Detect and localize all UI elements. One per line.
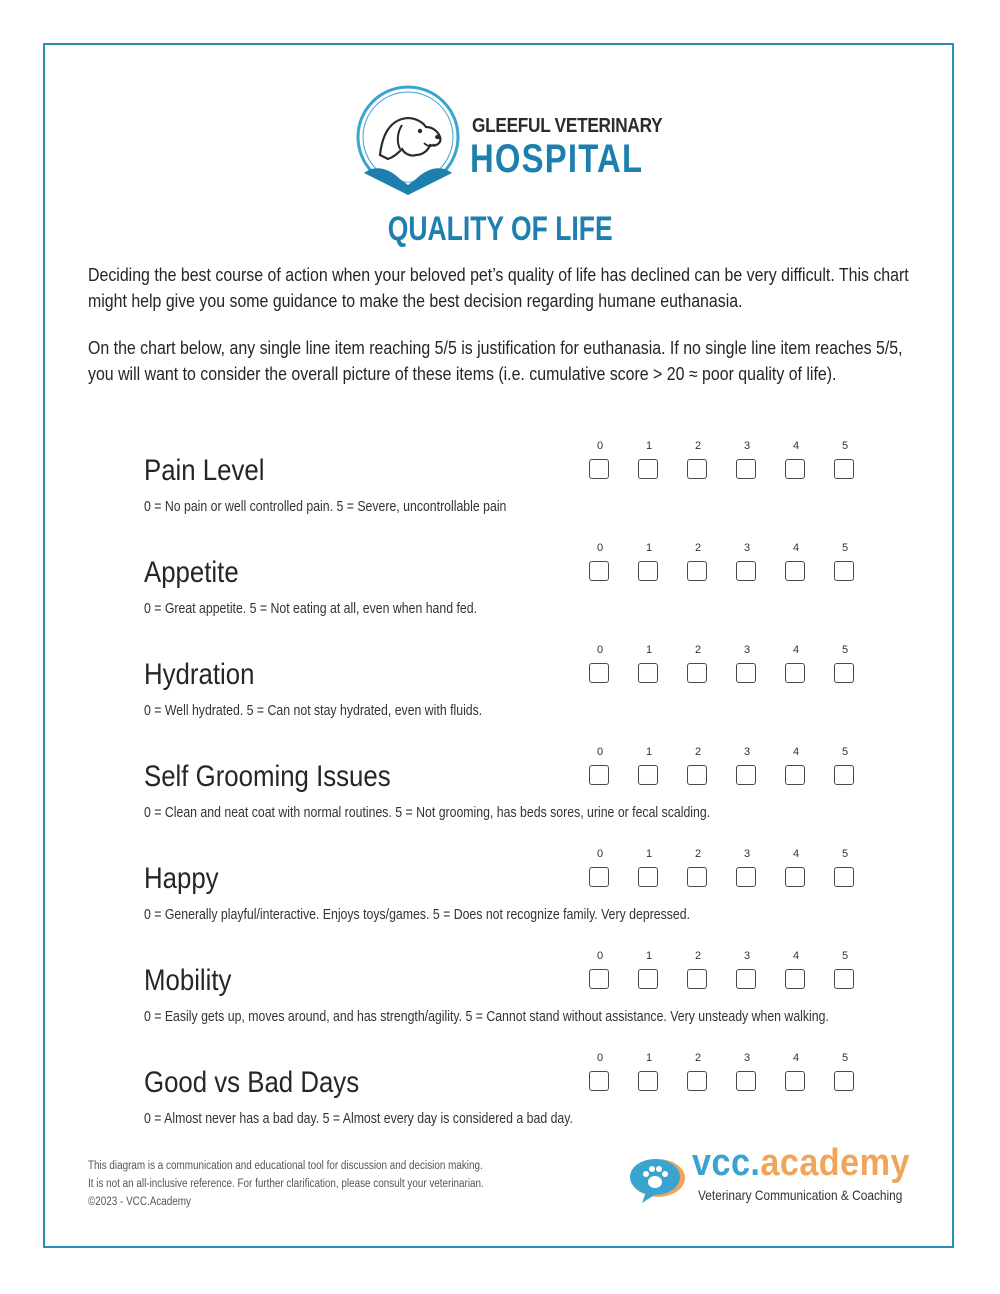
item-description: 0 = Generally playful/interactive. Enjoys toys/games. 5 = Does not recognize family. Very depressed.: [144, 906, 691, 923]
score-option: [833, 848, 857, 892]
item-description: 0 = Well hydrated. 5 = Can not stay hydrated, even with fluids.: [144, 702, 483, 719]
item-description: 0 = Easily gets up, moves around, and has strength/agility. 5 = Cannot stand without assistance. Very unsteady when walking.: [144, 1008, 829, 1025]
score-option: [784, 848, 808, 892]
score-scale: [588, 644, 868, 688]
score-option: [784, 644, 808, 688]
score-option: [833, 950, 857, 994]
score-checkbox[interactable]: [589, 663, 609, 683]
score-checkbox[interactable]: [834, 561, 854, 581]
item-name: Mobility: [144, 964, 232, 997]
score-label: 1: [645, 950, 653, 962]
score-label: 0: [596, 1052, 604, 1064]
score-label: 1: [645, 746, 653, 758]
score-label: 1: [645, 848, 653, 860]
score-label: 0: [596, 542, 604, 554]
score-label: 4: [792, 1052, 800, 1064]
score-label: 2: [694, 440, 702, 452]
item-name: Appetite: [144, 556, 239, 589]
quality-item: [0, 1052, 1000, 1152]
score-checkbox[interactable]: [687, 867, 707, 887]
score-checkbox[interactable]: [785, 765, 805, 785]
score-checkbox[interactable]: [687, 663, 707, 683]
score-checkbox[interactable]: [834, 1071, 854, 1091]
score-label: 2: [694, 950, 702, 962]
score-option: [784, 746, 808, 790]
score-label: 5: [841, 1052, 849, 1064]
score-checkbox[interactable]: [589, 969, 609, 989]
quality-item: [0, 542, 1000, 642]
score-checkbox[interactable]: [736, 1071, 756, 1091]
score-option: [588, 644, 612, 688]
score-label: 4: [792, 440, 800, 452]
score-checkbox[interactable]: [736, 765, 756, 785]
score-label: 1: [645, 542, 653, 554]
score-scale: [588, 1052, 868, 1096]
score-option: [588, 1052, 612, 1096]
item-description: 0 = No pain or well controlled pain. 5 = Severe, uncontrollable pain: [144, 498, 507, 515]
paw-speech-bubble-icon: [628, 1156, 686, 1204]
score-label: 0: [596, 848, 604, 860]
score-label: 3: [743, 644, 751, 656]
score-option: [735, 848, 759, 892]
dog-in-hands-logo-icon: [350, 85, 468, 197]
score-option: [833, 746, 857, 790]
clinic-name-line2: HOSPITAL: [470, 137, 644, 181]
score-checkbox[interactable]: [785, 969, 805, 989]
score-label: 4: [792, 848, 800, 860]
score-label: 3: [743, 440, 751, 452]
score-label: 3: [743, 950, 751, 962]
score-label: 2: [694, 644, 702, 656]
score-option: [735, 644, 759, 688]
score-option: [735, 440, 759, 484]
score-checkbox[interactable]: [589, 765, 609, 785]
score-option: [588, 950, 612, 994]
clinic-name-line1: GLEEFUL VETERINARY: [472, 115, 663, 137]
score-checkbox[interactable]: [736, 561, 756, 581]
score-option: [784, 1052, 808, 1096]
quality-item: [0, 950, 1000, 1050]
score-scale: [588, 848, 868, 892]
score-option: [686, 1052, 710, 1096]
score-checkbox[interactable]: [638, 561, 658, 581]
item-description: 0 = Great appetite. 5 = Not eating at all, even when hand fed.: [144, 600, 478, 617]
score-label: 1: [645, 1052, 653, 1064]
score-checkbox[interactable]: [736, 969, 756, 989]
score-checkbox[interactable]: [638, 459, 658, 479]
item-name: Hydration: [144, 658, 255, 691]
score-checkbox[interactable]: [687, 765, 707, 785]
score-checkbox[interactable]: [589, 867, 609, 887]
score-checkbox[interactable]: [589, 561, 609, 581]
disclaimer-line-1: This diagram is a communication and educational tool for discussion and decision making.: [88, 1160, 483, 1172]
score-option: [833, 644, 857, 688]
score-option: [637, 440, 661, 484]
score-option: [686, 542, 710, 586]
score-label: 5: [841, 440, 849, 452]
score-label: 0: [596, 746, 604, 758]
score-option: [686, 644, 710, 688]
score-checkbox[interactable]: [638, 969, 658, 989]
score-option: [588, 848, 612, 892]
score-label: 4: [792, 950, 800, 962]
score-checkbox[interactable]: [687, 1071, 707, 1091]
score-option: [637, 1052, 661, 1096]
score-option: [735, 542, 759, 586]
score-checkbox[interactable]: [638, 867, 658, 887]
score-checkbox[interactable]: [589, 1071, 609, 1091]
score-label: 1: [645, 440, 653, 452]
intro-paragraph-1: Deciding the best course of action when your beloved pet’s quality of life has declined can be very difficult. This chart might help give you some guidance to make the best decision regarding humane euthanasia.: [88, 264, 909, 311]
score-label: 3: [743, 1052, 751, 1064]
item-name: Happy: [144, 862, 219, 895]
score-checkbox[interactable]: [834, 459, 854, 479]
score-checkbox[interactable]: [834, 969, 854, 989]
brand-part-2: academy: [760, 1142, 910, 1184]
score-checkbox[interactable]: [785, 459, 805, 479]
item-name: Self Grooming Issues: [144, 760, 391, 793]
score-label: 5: [841, 950, 849, 962]
score-option: [588, 542, 612, 586]
score-label: 4: [792, 542, 800, 554]
score-scale: [588, 542, 868, 586]
score-checkbox[interactable]: [687, 969, 707, 989]
score-option: [637, 644, 661, 688]
intro-paragraph-2: On the chart below, any single line item reaching 5/5 is justification for euthanasia. If no single line item reaches 5/5, you will want to consider the overall picture of these items (i.e. cumulative score > 20 ≈ poor quality of life).: [88, 337, 903, 384]
footer-disclaimer: [88, 1157, 484, 1211]
score-option: [686, 440, 710, 484]
score-scale: [588, 950, 868, 994]
score-checkbox[interactable]: [736, 867, 756, 887]
quality-item: [0, 440, 1000, 540]
item-name: Pain Level: [144, 454, 265, 487]
score-checkbox[interactable]: [687, 459, 707, 479]
score-checkbox[interactable]: [589, 459, 609, 479]
score-checkbox[interactable]: [834, 765, 854, 785]
score-option: [784, 440, 808, 484]
score-option: [686, 746, 710, 790]
score-label: 0: [596, 950, 604, 962]
score-option: [735, 746, 759, 790]
score-scale: [588, 746, 868, 790]
score-label: 4: [792, 644, 800, 656]
score-checkbox[interactable]: [785, 1071, 805, 1091]
score-label: 5: [841, 542, 849, 554]
score-option: [735, 1052, 759, 1096]
score-label: 4: [792, 746, 800, 758]
score-option: [833, 1052, 857, 1096]
page-title-text: QUALITY OF LIFE: [387, 210, 613, 248]
score-checkbox[interactable]: [834, 867, 854, 887]
score-label: 1: [645, 644, 653, 656]
copyright-line: ©2023 - VCC.Academy: [88, 1196, 191, 1208]
score-label: 2: [694, 746, 702, 758]
score-option: [686, 950, 710, 994]
score-checkbox[interactable]: [736, 663, 756, 683]
score-option: [784, 950, 808, 994]
score-option: [833, 542, 857, 586]
quality-item: [0, 644, 1000, 744]
score-option: [637, 848, 661, 892]
score-label: 2: [694, 1052, 702, 1064]
score-label: 3: [743, 848, 751, 860]
score-scale: [588, 440, 868, 484]
score-label: 5: [841, 848, 849, 860]
score-label: 5: [841, 644, 849, 656]
score-option: [833, 440, 857, 484]
vcc-academy-logo: [628, 1142, 928, 1208]
score-checkbox[interactable]: [638, 765, 658, 785]
score-checkbox[interactable]: [834, 663, 854, 683]
score-label: 2: [694, 542, 702, 554]
score-checkbox[interactable]: [638, 1071, 658, 1091]
score-option: [686, 848, 710, 892]
quality-item: [0, 848, 1000, 948]
item-name: Good vs Bad Days: [144, 1066, 360, 1099]
item-description: 0 = Clean and neat coat with normal routines. 5 = Not grooming, has beds sores, urine or fecal scalding.: [144, 804, 711, 821]
score-option: [588, 746, 612, 790]
score-checkbox[interactable]: [638, 663, 658, 683]
score-label: 2: [694, 848, 702, 860]
score-option: [735, 950, 759, 994]
score-checkbox[interactable]: [736, 459, 756, 479]
score-checkbox[interactable]: [687, 561, 707, 581]
score-option: [588, 440, 612, 484]
score-checkbox[interactable]: [785, 561, 805, 581]
vcc-tagline: Veterinary Communication & Coaching: [698, 1187, 903, 1203]
score-label: 0: [596, 644, 604, 656]
score-label: 3: [743, 746, 751, 758]
score-label: 3: [743, 542, 751, 554]
quality-item: [0, 746, 1000, 846]
score-option: [637, 950, 661, 994]
score-option: [784, 542, 808, 586]
score-checkbox[interactable]: [785, 867, 805, 887]
item-description: 0 = Almost never has a bad day. 5 = Almost every day is considered a bad day.: [144, 1110, 573, 1127]
score-label: 0: [596, 440, 604, 452]
vcc-brand-name: [692, 1142, 910, 1185]
score-option: [637, 542, 661, 586]
clinic-logo: [350, 85, 663, 197]
brand-part-1: vcc.: [692, 1142, 761, 1184]
score-label: 5: [841, 746, 849, 758]
page-title: [0, 210, 1000, 249]
disclaimer-line-2: It is not an all-inclusive reference. For further clarification, please consult your veterinarian.: [88, 1178, 484, 1190]
score-option: [637, 746, 661, 790]
score-checkbox[interactable]: [785, 663, 805, 683]
